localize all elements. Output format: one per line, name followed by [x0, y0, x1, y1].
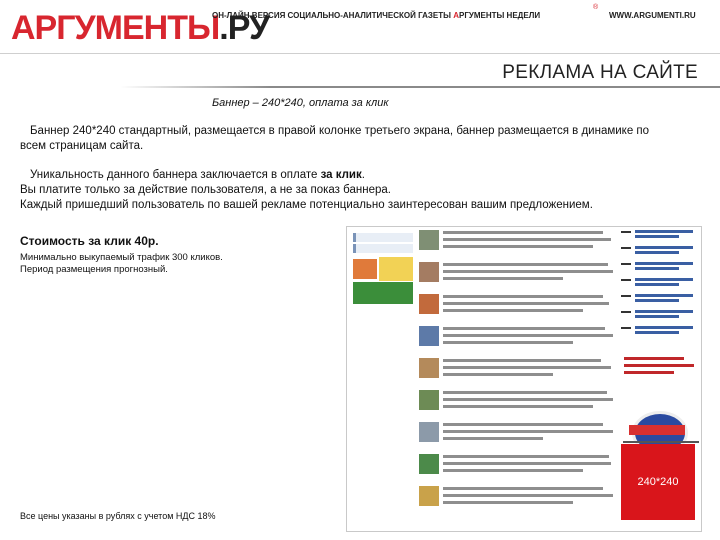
- header-tagline: [212, 11, 540, 20]
- screenshot-news-item: [419, 357, 617, 386]
- uniqueness-line-2: Вы платите только за действие пользователя, а не за показ баннера.: [20, 184, 391, 196]
- uniqueness-bold: за клик: [320, 169, 362, 181]
- tagline-suffix: РГУМЕНТЫ НЕДЕЛИ: [458, 11, 541, 20]
- screenshot-news-item: [419, 485, 617, 514]
- screenshot-left-column: [349, 229, 414, 329]
- banner-placeholder: 240*240: [621, 444, 695, 520]
- screenshot-right-link: [621, 277, 697, 289]
- header-divider: [0, 53, 720, 54]
- uniqueness-prefix: Уникальность данного баннера заключается в оплате: [30, 169, 321, 181]
- screenshot-right-link: [621, 229, 697, 241]
- traffic-line-1: Минимально выкупаемый трафик 300 кликов.: [20, 252, 223, 263]
- tagline-highlight: А: [453, 11, 459, 20]
- traffic-info: [20, 252, 340, 276]
- uniqueness-block: [20, 168, 710, 213]
- screenshot-promo-image: [353, 282, 413, 304]
- screenshot-right-link: [621, 261, 697, 273]
- screenshot-news-item: [419, 421, 617, 450]
- screenshot-news-item: [419, 453, 617, 482]
- section-title: РЕКЛАМА НА САЙТЕ: [502, 62, 698, 83]
- banner-description: Баннер 240*240 стандартный, размещается в правой колонке третьего экрана, баннер размещается в динамике по всем страницам сайта.: [20, 125, 650, 152]
- screenshot-right-column: [621, 229, 697, 341]
- uniqueness-line-1: [20, 168, 710, 183]
- screenshot-right-link: [621, 325, 697, 337]
- screenshot-menu: [353, 233, 413, 255]
- banner-title: Баннер – 240*240, оплата за клик: [212, 97, 389, 109]
- screenshot-news-item: [419, 293, 617, 322]
- tagline-prefix: ОН-ЛАЙН ВЕРСИЯ СОЦИАЛЬНО-АНАЛИТИЧЕСКОЙ ГАЗЕТЫ: [212, 11, 454, 20]
- screenshot-news-list: [419, 229, 617, 517]
- screenshot-news-item: [419, 229, 617, 258]
- footer-note: Все цены указаны в рублях с учетом НДС 18%: [20, 511, 216, 521]
- traffic-line-2: Период размещения прогнозный.: [20, 264, 168, 275]
- screenshot-divider: [623, 441, 699, 443]
- screenshot-promo-image: [353, 259, 377, 279]
- screenshot-sticker-band: [629, 425, 685, 435]
- title-rule: [120, 86, 720, 88]
- logo-text: АРГУМЕНТЫ: [11, 9, 220, 47]
- cost-per-click: Стоимость за клик 40р.: [20, 234, 159, 248]
- logo-domain: .РУ: [219, 9, 270, 47]
- screenshot-right-link: [621, 293, 697, 305]
- uniqueness-suffix: .: [361, 169, 365, 181]
- screenshot-right-link: [621, 309, 697, 321]
- screenshot-news-item: [419, 325, 617, 354]
- screenshot-news-item: [419, 389, 617, 418]
- screenshot-red-headlines: [624, 357, 696, 378]
- uniqueness-line-3: Каждый пришедший пользователь по вашей рекламе потенциально заинтересован вашим предложением.: [20, 199, 593, 211]
- trademark-symbol: ®: [593, 4, 599, 11]
- screenshot-news-item: [419, 261, 617, 290]
- screenshot-promo-image: [379, 257, 413, 281]
- site-url: WWW.ARGUMENTI.RU: [609, 11, 696, 20]
- screenshot-right-link: [621, 245, 697, 257]
